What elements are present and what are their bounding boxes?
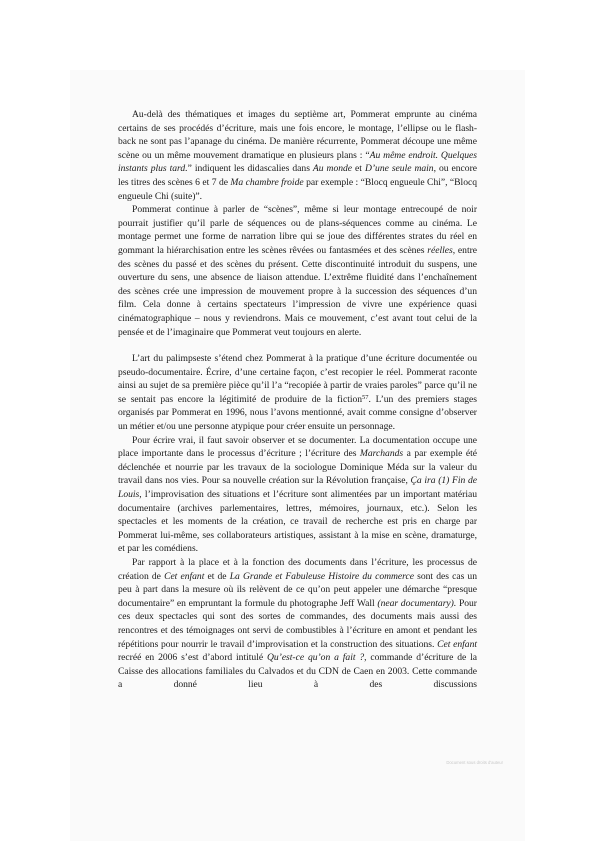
text-span: ” indiquent les didascalies dans <box>187 163 313 175</box>
text-span: Au-delà des thématiques et images du septième art, Pommerat emprunte au cinéma certains de ses procédés d’écriture, mais une fois encore, le montage, l’ellipse ou le flash-back ne sont pas l’apanage du cinéma. De manière récurrente, Pommerat découpe une même scène ou un même mouvement dramatique en plusieurs plans : “ <box>118 109 477 161</box>
text-span: , commande d’écriture de la Caisse des allocations familiales du Calvados et du CDN de Caen en 2003. Cette commande a donné lieu à des discussions <box>118 652 477 691</box>
text-span: Pommerat continue à parler de “scènes”, même si leur montage entrecoupé de noir pourrait justifier qu’il parle de séquences ou de plans-séquences comme au cinéma. Le montage permet une forme de narration libre qui se joue des différentes strates du réel en gommant la hiérarchisation entre les scènes rêvées ou fantasmées et des scènes <box>118 204 477 256</box>
text-span: L’art du palimpseste s’étend chez Pommerat à la pratique d’une écriture documentée ou pseudo-documentaire. Écrire, d’une certaine façon, c’est recopier le réel. Pommerat raconte ainsi au sujet de sa première pièce qu’il l’a “recopiée à partir de vraies paroles” parce qu’il ne se sentait pas encore la légitimité de produire de la fiction <box>118 353 477 405</box>
paragraph-2 <box>118 203 477 339</box>
text-span: par exemple : “Blocq engueule Chi”, “Blocq engueule Chi (suite)”. <box>118 176 477 202</box>
italic-text: D’une seule main <box>364 163 434 175</box>
text-span: et <box>352 163 365 175</box>
italic-text: La Grande et Fabuleuse Histoire du commerce <box>229 570 414 582</box>
italic-text: Cet enfant <box>164 570 205 582</box>
text-span: . L’un des premiers stages organisés par Pommerat en 1996, nous l’avons mentionné, avait comme consigne d’observer un métier et/ou une personne atypique pour créer ensuite un personnage. <box>118 393 478 433</box>
footnote-ref: 57 <box>362 393 369 401</box>
paragraph-4 <box>118 434 477 556</box>
italic-text: Au monde <box>312 163 353 175</box>
text-span: sont des cas un peu à part dans la mesure où ils relèvent de ce qu’on peut appeler une démarche “presque documentaire” en empruntant la formule du photographe Jeff Wall <box>118 570 477 609</box>
italic-text: (near documentary). <box>377 597 457 609</box>
text-span: Pour ces deux spectacles qui sont des sortes de commandes, des documents mais aussi des rencontres et des témoignages ont servi de combustibles à l’écriture en amont et pendant les répétitions pour nourrir le travail d’improvisation et la construction des situations. <box>118 597 477 650</box>
text-span: , ou encore les titres des scènes 6 et 7 de <box>118 163 477 188</box>
paragraph-1 <box>118 108 477 203</box>
text-span: a par exemple été déclenchée et nourrie par les travaux de la sociologue Dominique Méda sur la valeur du travail dans nos vies. Pour sa nouvelle création sur la Révolution française, <box>118 448 477 487</box>
text-span: Par rapport à la place et à la fonction des documents dans l’écriture, les processus de création de <box>118 557 477 582</box>
italic-text: réelles <box>427 244 453 256</box>
body-text <box>118 108 477 692</box>
text-span: , entre des scènes du passé et des scènes du présent. Cette discontinuité introduit du suspens, une ouverture du sens, une absence de liaison attendue. L’extrême fluidité dans l’enchaînement des scènes crée une impression de mouvement propre à la succession des séquences d’un film. Cela donne à certains spectateurs l’impression de vivre une expérience quasi cinématographique – nous y reviendrons. Mais ce mouvement, c’est avant tout celui de la pensée et de l’imaginaire que Pommerat veut toujours en alerte. <box>118 244 477 338</box>
text-span: , l’improvisation des situations et l’écriture sont alimentées par un important matériau documentaire (archives parlementaires, lettres, mémoires, journaux, etc.). Selon les spectacles et les moments de la création, ce travail de recherche est pris en charge par Pommerat lui-même, ses collaborateurs artistiques, assistant à la mise en scène, dramaturge, et par les comédiens. <box>118 489 477 555</box>
italic-text: Ma chambre froide <box>230 176 304 188</box>
italic-text: Marchands <box>359 448 404 460</box>
paragraph-3 <box>118 352 477 434</box>
text-span: Pour écrire vrai, il faut savoir observer et se documenter. La documentation occupe une place importante dans le processus d’écriture ; l’écriture des <box>118 434 477 460</box>
paragraph-5 <box>118 556 477 692</box>
watermark: Document sous droits d'auteur <box>446 760 503 765</box>
italic-text: Cet enfant <box>437 638 477 650</box>
italic-text: Qu’est-ce qu’on a fait ? <box>266 652 365 664</box>
text-span: et de <box>204 570 230 582</box>
italic-text: Au même endroit. Quelques instants plus tard. <box>118 149 477 175</box>
italic-text: Ça ira (1) Fin de Louis <box>118 475 477 501</box>
text-span: recréé en 2006 s’est d’abord intitulé <box>118 652 267 664</box>
